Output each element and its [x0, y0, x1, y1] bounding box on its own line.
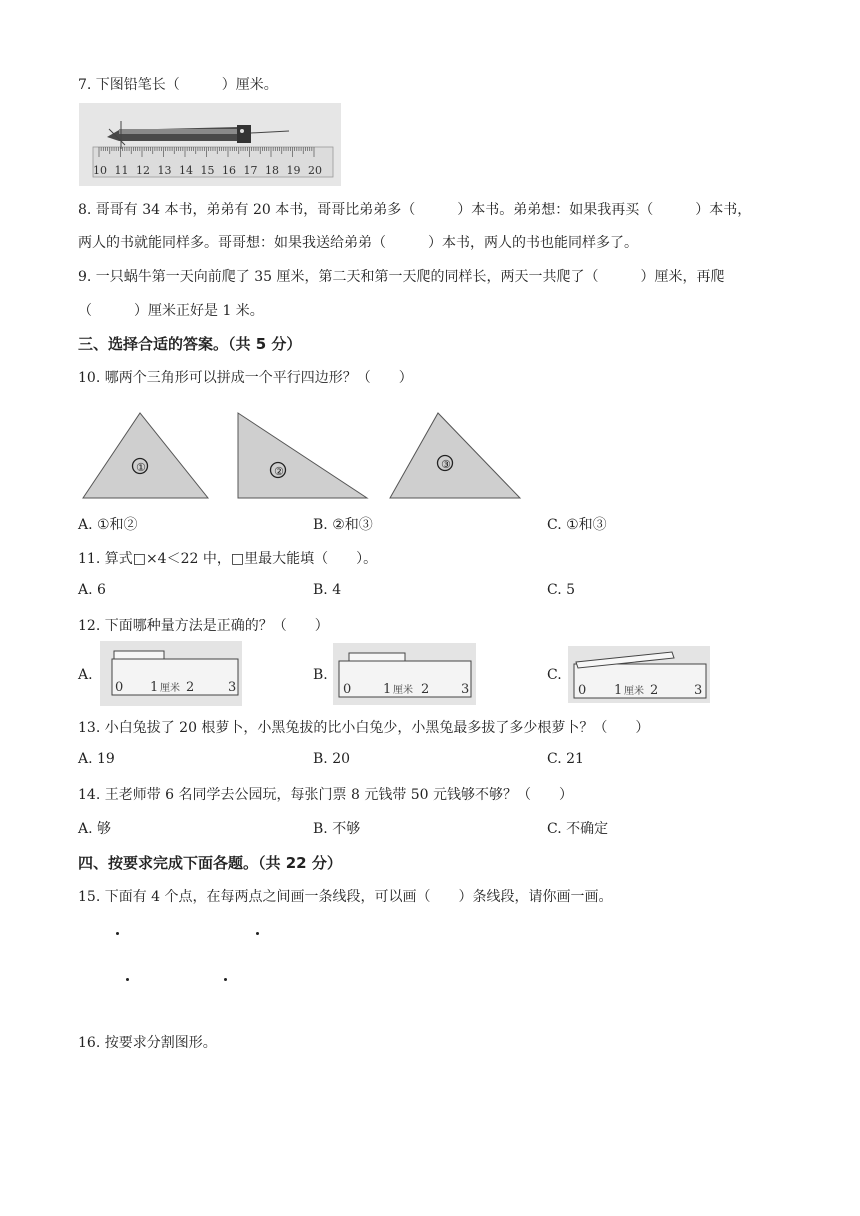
triangle-1 — [83, 413, 208, 498]
svg-text:3: 3 — [461, 682, 470, 697]
q8-line2: 两人的书就能同样多。哥哥想：如果我送给弟弟（ ）本书，两人的书也能同样多了。 — [78, 235, 638, 251]
q14-option-b[interactable]: B. 不够 — [313, 821, 361, 837]
q14-text: 14. 王老师带 6 名同学去公园玩，每张门票 8 元钱带 50 元钱够不够？（ ） — [78, 787, 574, 803]
point-4 — [224, 978, 227, 981]
q7-text: 7. 下图铅笔长（ ）厘米。 — [78, 77, 278, 93]
q9-line1: 9. 一只蜗牛第一天向前爬了 35 厘米，第二天和第一天爬的同样长，两天一共爬了（ ）厘米，再爬 — [78, 269, 725, 285]
q10-option-c[interactable]: C. ①和③ — [547, 517, 607, 533]
section-4-title: 四、按要求完成下面各题。（共 22 分） — [78, 854, 342, 872]
q12-option-b-label[interactable]: B. — [313, 667, 328, 683]
ruler-a — [100, 641, 242, 706]
triangles-figure — [80, 410, 525, 502]
q12-option-c-label[interactable]: C. — [547, 667, 562, 683]
triangle-1-label: ① — [136, 461, 146, 474]
svg-text:1: 1 — [614, 683, 623, 698]
point-2 — [256, 932, 259, 935]
q13-option-a[interactable]: A. 19 — [78, 751, 115, 767]
ruler-tick-label: 16 — [222, 164, 236, 177]
q15-text: 15. 下面有 4 个点，在每两点之间画一条线段，可以画（ ）条线段，请你画一画。 — [78, 889, 613, 905]
triangle-2-label: ② — [274, 465, 284, 478]
triangle-2 — [238, 413, 367, 498]
q13-text: 13. 小白兔拔了 20 根萝卜，小黑兔拔的比小白兔少，小黑兔最多拔了多少根萝卜？（ ） — [78, 720, 650, 736]
svg-text:2: 2 — [650, 683, 659, 698]
svg-text:2: 2 — [186, 680, 195, 695]
q11-option-b[interactable]: B. 4 — [313, 582, 342, 598]
q8-line1: 8. 哥哥有 34 本书，弟弟有 20 本书，哥哥比弟弟多（ ）本书。弟弟想：如果我再买（ ）本书， — [78, 202, 752, 218]
ruler-tick-label: 10 — [93, 164, 107, 177]
q12-text: 12. 下面哪种量方法是正确的？（ ） — [78, 618, 329, 634]
ruler-tick-label: 17 — [243, 164, 258, 177]
svg-text:厘米: 厘米 — [624, 686, 644, 697]
ruler-b — [333, 643, 476, 705]
ruler-c — [568, 646, 710, 703]
svg-text:3: 3 — [694, 683, 703, 698]
svg-text:0: 0 — [115, 680, 124, 695]
ruler-tick-label: 13 — [157, 164, 172, 177]
q11-text: 11. 算式□×4＜22 中，□里最大能填（ ）。 — [78, 551, 378, 567]
ruler-photo-a — [100, 641, 242, 706]
point-3 — [126, 978, 129, 981]
q10-option-a[interactable]: A. ①和② — [78, 517, 138, 533]
ruler-tick-label: 18 — [265, 164, 279, 177]
svg-text:1: 1 — [150, 680, 159, 695]
q13-option-b[interactable]: B. 20 — [313, 751, 351, 767]
ruler-tick-label: 12 — [136, 164, 150, 177]
ruler-tick-label: 20 — [308, 164, 322, 177]
ruler-tick-label: 14 — [179, 164, 193, 177]
svg-text:0: 0 — [343, 682, 352, 697]
q13-option-c[interactable]: C. 21 — [547, 751, 584, 767]
svg-text:厘米: 厘米 — [160, 683, 180, 694]
point-1 — [116, 932, 119, 935]
svg-text:厘米: 厘米 — [393, 685, 413, 696]
ruler-photo-c — [568, 646, 710, 703]
ruler-tick-label: 11 — [114, 164, 129, 177]
triangle-3-label: ③ — [441, 458, 451, 471]
svg-text:3: 3 — [228, 680, 237, 695]
ruler-tick-label: 19 — [286, 164, 301, 177]
q14-option-a[interactable]: A. 够 — [78, 821, 112, 837]
section-3-title: 三、选择合适的答案。（共 5 分） — [78, 335, 302, 353]
ruler-photo-b — [333, 643, 476, 705]
q11-option-c[interactable]: C. 5 — [547, 582, 576, 598]
triangle-3 — [390, 413, 520, 498]
q10-text: 10. 哪两个三角形可以拼成一个平行四边形？（ ） — [78, 370, 413, 386]
q10-option-b[interactable]: B. ②和③ — [313, 517, 373, 533]
q9-line2: （ ）厘米正好是 1 米。 — [78, 303, 264, 319]
pencil-ruler-illustration — [79, 103, 341, 186]
q16-text: 16. 按要求分割图形。 — [78, 1035, 217, 1051]
q11-option-a[interactable]: A. 6 — [78, 582, 106, 598]
pencil-ruler-photo — [79, 103, 341, 186]
ruler-tick-label: 15 — [200, 164, 215, 177]
svg-text:1: 1 — [383, 682, 392, 697]
svg-text:0: 0 — [578, 683, 587, 698]
svg-text:2: 2 — [421, 682, 430, 697]
q12-option-a-label[interactable]: A. — [78, 667, 93, 683]
q14-option-c[interactable]: C. 不确定 — [547, 821, 609, 837]
